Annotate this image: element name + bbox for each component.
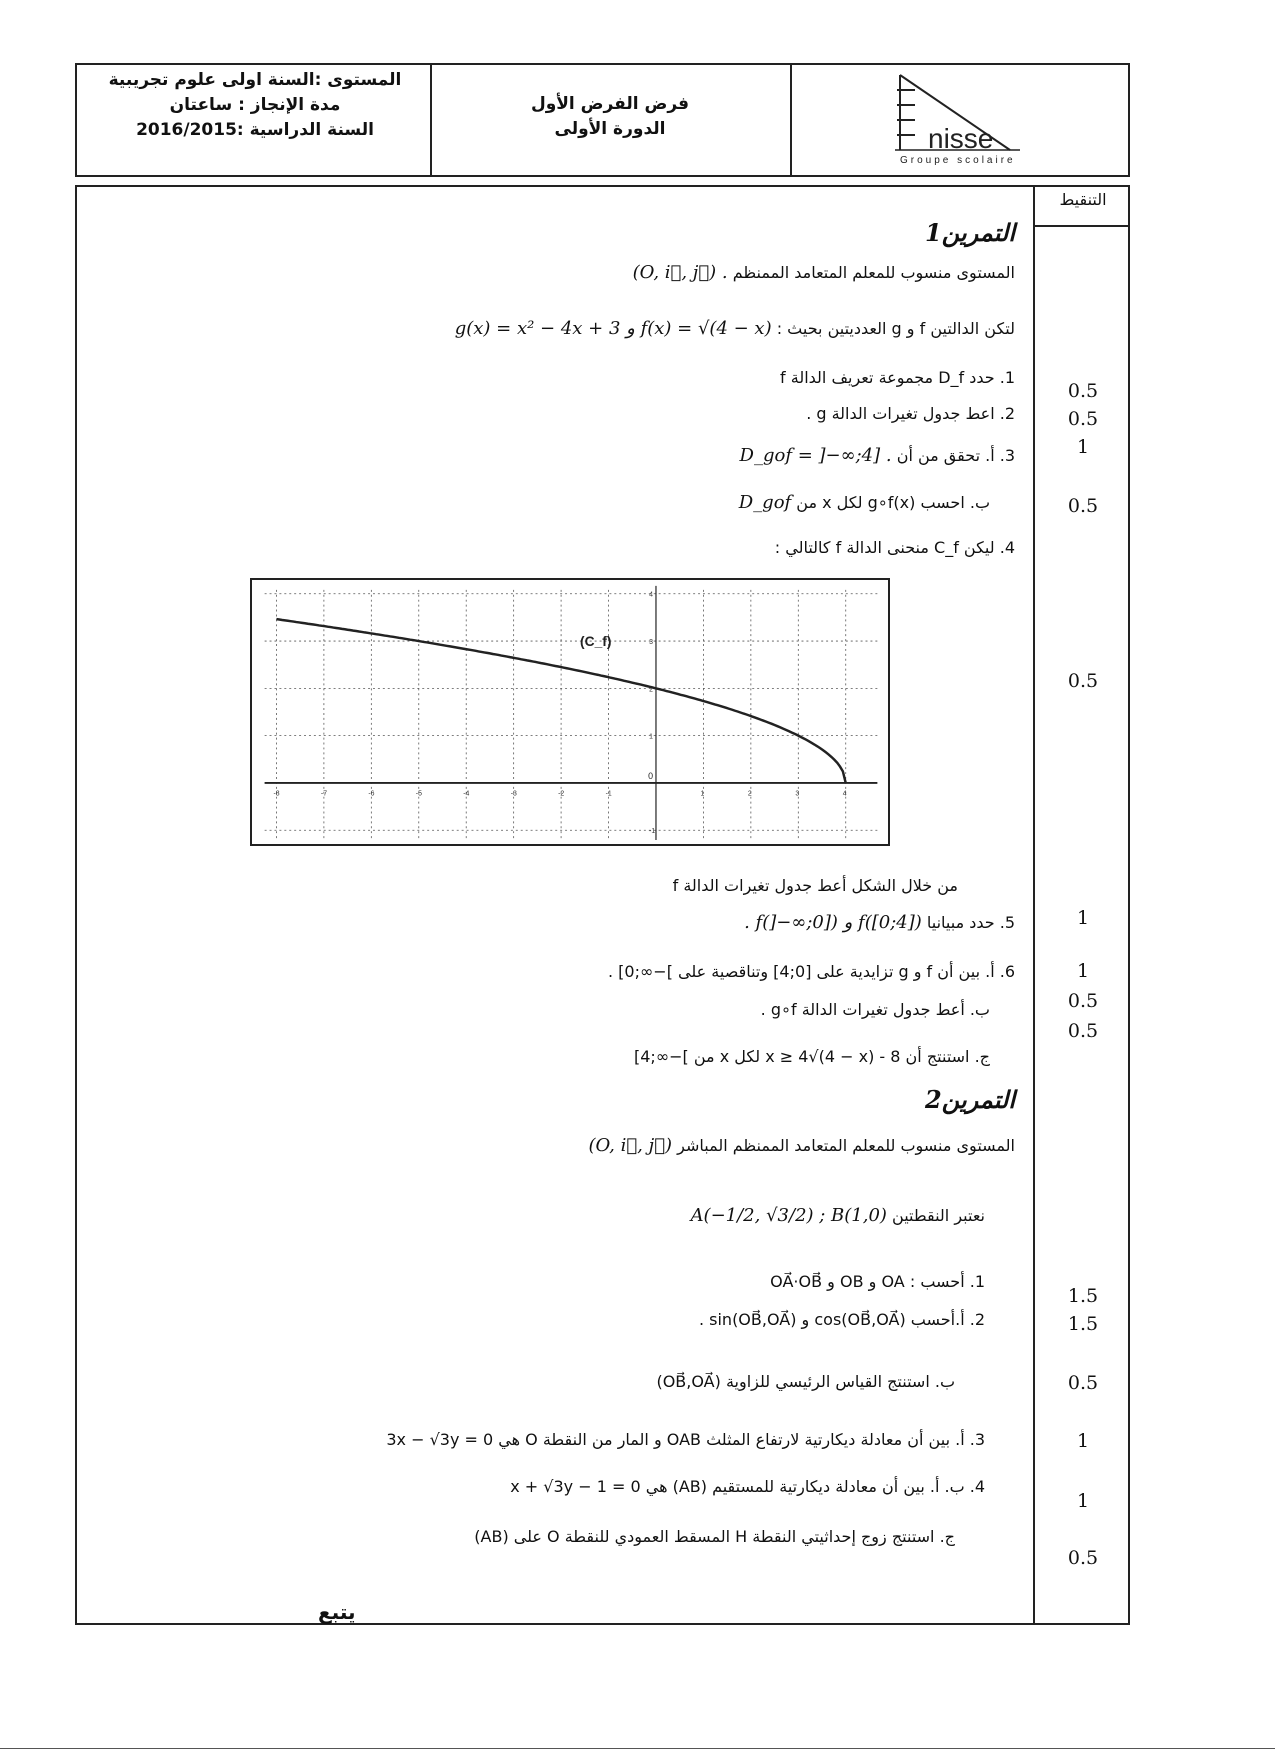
grades-header: التنقيط (1059, 190, 1107, 209)
ex1-functions-math: g(x) = x² − 4x + 3 و f(x) = √(4 − x) (454, 318, 772, 339)
x-tick-label: 1 (700, 790, 705, 798)
grade-11: 1.5 (1067, 1313, 1099, 1335)
ex1-functions-text: لتكن الدالتين f و g العدديتين بحيث : (776, 319, 1015, 338)
ex1-intro (633, 262, 1015, 283)
grade-8: 0.5 (1067, 990, 1099, 1012)
x-tick-label: -8 (273, 790, 280, 798)
ex2-points-math: A(−1/2, √3/2) ; B(1,0) (690, 1205, 887, 1226)
ex2-q2a: 2. أ.أحسب cos(OB⃗,OA⃗) و sin(OB⃗,OA⃗) . (698, 1310, 985, 1329)
ex1-q4: 4. ليكن C_f منحنى الدالة f كالتالي : (774, 538, 1015, 557)
y-tick-label: 4 (649, 591, 653, 599)
curve-label: (C_f) (580, 633, 612, 649)
session-title: الدورة الأولى (554, 119, 666, 139)
grade-1: 0.5 (1067, 380, 1099, 402)
origin-label: 0 (648, 770, 654, 781)
grade-4: 0.5 (1067, 495, 1099, 517)
ex1-q3a-math: D_gof = ]−∞;4] . (739, 445, 892, 466)
ex1-q5 (744, 912, 1015, 933)
header-info (90, 68, 420, 143)
x-tick-label: 3 (795, 790, 800, 798)
exam-heading (440, 92, 780, 142)
grade-15: 0.5 (1067, 1547, 1099, 1569)
ex1-intro-math: (O, i⃗, j⃗) . (632, 262, 728, 283)
y-tick-label: 1 (649, 733, 653, 741)
grade-2: 0.5 (1067, 408, 1099, 430)
graph-ticks (273, 592, 846, 835)
ex2-points-text: نعتبر النقطتين (892, 1206, 985, 1225)
duration-text: مدة الإنجاز : ساعتان (169, 95, 341, 115)
grade-9: 0.5 (1067, 1020, 1099, 1042)
ex1-functions (455, 318, 1015, 339)
y-tick-label: 3 (649, 639, 653, 647)
ex1-q2: 2. اعط جدول تغيرات الدالة g . (806, 404, 1015, 423)
grade-12: 0.5 (1067, 1372, 1099, 1394)
grades-header-underline (1033, 225, 1130, 227)
graph-axes (265, 586, 878, 840)
curve-graph (250, 578, 890, 846)
x-tick-label: -2 (558, 790, 565, 798)
grade-7: 1 (1076, 960, 1090, 982)
exam-title: فرض الفرض الأول (530, 94, 690, 114)
ex2-q4b: ج. استنتج زوج إحداثيتي النقطة H المسقط العمودي للنقطة O على (AB) (474, 1527, 955, 1546)
grade-5: 0.5 (1067, 670, 1099, 692)
y-tick-label: -1 (649, 828, 656, 836)
grade-3: 1 (1076, 436, 1090, 458)
grade-10: 1.5 (1067, 1285, 1099, 1307)
ex1-q5-math: . f(]−∞;0]) و f([0;4]) (744, 912, 922, 933)
ex1-q3b-text: ب. احسب g∘f(x) لكل x من (796, 493, 990, 512)
level-text: المستوى :السنة اولى علوم تجريبية (108, 70, 402, 90)
ex1-q5-text: 5. حدد مبيانيا (926, 913, 1015, 932)
ex2-q2b: ب. استنتج القياس الرئيسي للزاوية (OB⃗,OA⃗) (656, 1372, 955, 1391)
exercise2-title: التمرين2 (925, 1085, 1015, 1114)
x-tick-label: 4 (842, 790, 847, 798)
x-tick-label: -1 (605, 790, 612, 798)
header-divider-2 (790, 63, 792, 177)
grade-14: 1 (1076, 1490, 1090, 1512)
ex2-points (691, 1205, 985, 1226)
exercise1-title: التمرين1 (925, 218, 1015, 247)
x-tick-label: 2 (747, 790, 752, 798)
ex2-q4a: 4. ب. أ. بين أن معادلة ديكارتية للمستقيم (AB) هي x + √3y − 1 = 0 (510, 1477, 985, 1496)
header-divider-1 (430, 63, 432, 177)
ex1-q3a-text: 3. أ. تحقق من أن (896, 446, 1015, 465)
body-box (75, 185, 1130, 1625)
ex2-intro-math: (O, i⃗, j⃗) (588, 1135, 673, 1156)
ex1-q6c: ج. استنتج أن 8 - x ≥ 4√(4 − x) لكل x من ]−∞;4] (633, 1047, 990, 1066)
continue-label: يتبع (318, 1600, 356, 1624)
logo-subtitle: Groupe scolaire (900, 155, 1016, 165)
school-logo (870, 70, 1040, 165)
ex1-q3b-math: D_gof (738, 492, 792, 513)
grade-6: 1 (1076, 907, 1090, 929)
ex1-q6a: 6. أ. بين أن f و g تزايدية على [0;4] وتناقصية على ]−∞;0] . (607, 962, 1015, 981)
ex1-q6b: ب. أعط جدول تغيرات الدالة g∘f . (760, 1000, 990, 1019)
ex1-after-graph: من خلال الشكل أعط جدول تغيرات الدالة f (672, 876, 958, 895)
ex1-q3b (739, 492, 990, 513)
x-tick-label: -6 (368, 790, 375, 798)
x-tick-label: -3 (510, 790, 517, 798)
graph-grid (265, 590, 878, 840)
ex1-q1: 1. حدد D_f مجموعة تعريف الدالة f (780, 368, 1015, 387)
ex1-q3a (740, 445, 1015, 466)
y-tick-label: 2 (649, 686, 653, 694)
grade-13: 1 (1076, 1430, 1090, 1452)
x-tick-label: -7 (320, 790, 328, 798)
logo-name: nisse (928, 123, 994, 154)
school-year-text: السنة الدراسية :2016/2015 (136, 120, 374, 140)
ex1-intro-text: المستوى منسوب للمعلم المتعامد الممنظم (732, 263, 1015, 282)
ex2-intro-text: المستوى منسوب للمعلم المتعامد الممنظم المباشر (677, 1136, 1015, 1155)
x-tick-label: -4 (463, 790, 470, 798)
x-tick-label: -5 (415, 790, 422, 798)
ex2-intro (588, 1135, 1015, 1156)
page-bottom-rule (0, 1748, 1275, 1749)
ex2-q3: 3. أ. بين أن معادلة ديكارتية لارتفاع المثلث OAB و المار من النقطة O هي 3x − √3y = 0 (386, 1430, 985, 1449)
ex2-q1: 1. أحسب : OA و OB و OA⃗·OB⃗ (770, 1272, 985, 1291)
